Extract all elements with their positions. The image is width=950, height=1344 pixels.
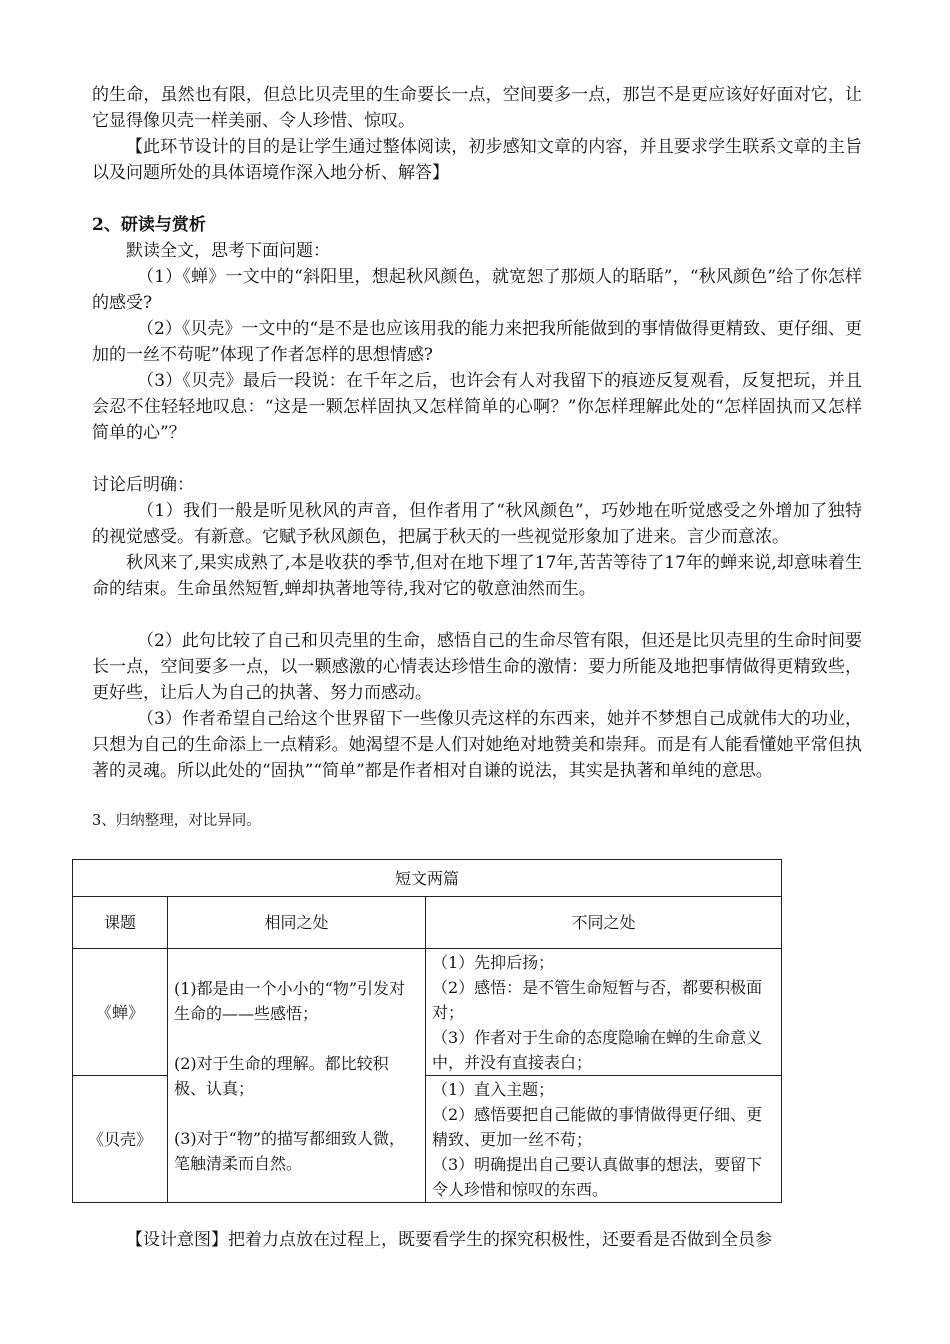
- design-note: 【此环节设计的目的是让学生通过整体阅读，初步感知文章的内容，并且要求学生联系文章的主旨以及问题所处的具体语境作深入地分析、解答】: [92, 137, 862, 183]
- section2-heading: 2、研读与赏析: [92, 215, 206, 235]
- same-point-2: (2)对于生命的理解。都比较积极、认真；: [174, 1053, 389, 1098]
- question-3: （3）《贝壳》最后一段说：在千年之后，也许会有人对我留下的痕迹反复观看，反复把玩，并且会忍不住轻轻地叹息：“这是一颗怎样固执又怎样简单的心啊？”你怎样理解此处的“怎样固执而又怎样简单的心”？: [92, 371, 862, 443]
- diff-cell-chan: [426, 949, 782, 1076]
- diff-chan-2: （2）感悟：是不管生命短暂与否，都要积极面对；: [432, 978, 763, 1022]
- same-cell: [168, 949, 426, 1203]
- header-same: 相同之处: [168, 897, 426, 949]
- same-point-3: (3)对于“物”的描写都细致人微，笔触清柔而自然。: [174, 1128, 406, 1173]
- section3-heading: 3、归纳整理，对比异同。: [92, 813, 261, 829]
- section2-instruction: 默读全文，思考下面问题：: [126, 241, 330, 261]
- row-topic-chan: 《蝉》: [73, 949, 168, 1076]
- diff-chan-3: （3）作者对于生命的态度隐喻在蝉的生命意义中，并没有直接表白；: [432, 1028, 763, 1072]
- document-body: [92, 82, 862, 832]
- question-2: （2）《贝壳》一文中的“是不是也应该用我的能力来把我所能做到的事情做得更精致、更仔细、更加的一丝不苟呢”体现了作者怎样的思想情感?: [92, 319, 863, 365]
- answer-3: （3）作者希望自己给这个世界留下一些像贝壳这样的东西来，她并不梦想自己成就伟大的功业，只想为自己的生命添上一点精彩。她渴望不是人们对她绝对地赞美和崇拜。而是有人能看懂她平常但执著的灵魂。所以此处的“固执”“简单”都是作者相对自谦的说法，其实是执著和单纯的意思。: [92, 709, 862, 781]
- row-topic-beike: 《贝壳》: [73, 1076, 168, 1203]
- header-topic: 课题: [73, 897, 168, 949]
- answer-2: （2）此句比较了自己和贝壳里的生命，感悟自己的生命尽管有限，但还是比贝壳里的生命时间要长一点，空间要多一点，以一颗感激的心情表达珍惜生命的激情：要力所能及地把事情做得更精致些，更好些，让后人为自己的执著、努力而感动。: [92, 631, 862, 703]
- same-point-1: (1)都是由一个小小的“物”引发对生命的——些感悟；: [174, 978, 406, 1023]
- question-1: （1）《蝉》一文中的“斜阳里，想起秋风颜色，就宽恕了那烦人的聒聒”，“秋风颜色”给了你怎样的感受?: [92, 267, 862, 313]
- intro-paragraph: 的生命，虽然也有限，但总比贝壳里的生命要长一点，空间要多一点，那岂不是更应该好好面对它，让它显得像贝壳一样美丽、令人珍惜、惊叹。: [92, 85, 862, 131]
- table-title: 短文两篇: [73, 860, 782, 897]
- diff-chan-1: （1）先抑后扬；: [432, 953, 555, 972]
- diff-beike-1: （1）直入主题；: [432, 1080, 555, 1099]
- diff-beike-3: （3）明确提出自己要认真做事的想法，要留下令人珍惜和惊叹的东西。: [432, 1155, 763, 1199]
- discussion-label: 讨论后明确：: [92, 475, 194, 495]
- design-intent: 【设计意图】把着力点放在过程上，既要看学生的探究积极性，还要看是否做到全员参: [126, 1230, 772, 1250]
- header-diff: 不同之处: [426, 897, 782, 949]
- answer-1: （1）我们一般是听见秋风的声音，但作者用了“秋风颜色”，巧妙地在听觉感受之外增加了独特的视觉感受。有新意。它赋予秋风颜色，把属于秋天的一些视觉形象加了进来。言少而意浓。: [92, 501, 862, 547]
- answer-1-extra: 秋风来了,果实成熟了,本是收获的季节,但对在地下埋了17年,苦苦等待了17年的蝉来说,却意味着生命的结束。生命虽然短暂,蝉却执著地等待,我对它的敬意油然而生。: [92, 553, 862, 599]
- comparison-table: [72, 859, 782, 1203]
- diff-beike-2: （2）感悟要把自己能做的事情做得更仔细、更精致、更加一丝不苟；: [432, 1105, 763, 1149]
- diff-cell-beike: [426, 1076, 782, 1203]
- footer: [92, 1227, 862, 1253]
